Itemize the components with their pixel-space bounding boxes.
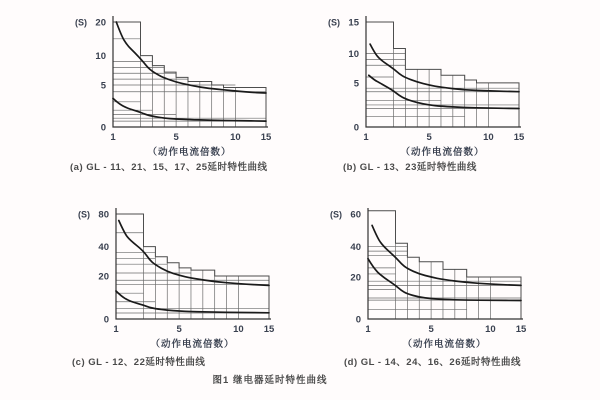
x-tick-label: 1 <box>110 132 116 143</box>
axes <box>366 16 521 127</box>
y-tick-label: 0 <box>103 314 109 326</box>
step-envelope <box>368 211 521 319</box>
x-axis-title: （动作电流倍数） <box>147 147 232 156</box>
step-envelope <box>366 22 519 127</box>
chart-d <box>313 202 543 348</box>
y-tick-label: 60 <box>350 209 361 221</box>
chart-d-plot <box>313 202 543 348</box>
y-axis-unit-label: (S) <box>330 209 342 220</box>
y-axis-unit-label: (S) <box>75 17 87 28</box>
x-tick-label: 1 <box>365 324 371 335</box>
y-tick-label: 40 <box>98 242 109 254</box>
x-tick-label: 15 <box>260 132 272 143</box>
y-tick-label: 15 <box>348 17 359 29</box>
x-tick-label: 5 <box>426 132 432 143</box>
x-tick-label: 10 <box>233 324 244 335</box>
curve-upper <box>116 22 266 93</box>
x-tick-label: 10 <box>483 132 494 143</box>
y-axis-unit-label: (S) <box>78 209 90 220</box>
y-tick-label: 20 <box>98 271 109 283</box>
y-tick-label: 5 <box>100 80 106 92</box>
chart-c-plot <box>61 202 291 348</box>
chart-a <box>58 10 288 156</box>
x-tick-label: 15 <box>513 132 525 143</box>
y-tick-label: 10 <box>348 49 359 60</box>
axes <box>116 208 271 319</box>
chart-a-plot <box>58 10 288 156</box>
x-axis-title: （动作电流倍数） <box>402 339 487 348</box>
x-tick-label: 10 <box>485 324 496 335</box>
y-tick-label: 5 <box>353 78 359 90</box>
x-tick-label: 1 <box>113 324 119 335</box>
y-axis-unit-label: (S) <box>328 17 340 28</box>
figure-caption: 图1 继电器延时特性曲线 <box>212 375 328 386</box>
x-tick-label: 1 <box>363 132 369 143</box>
curve-upper <box>372 225 521 285</box>
y-tick-label: 10 <box>95 51 106 63</box>
axes <box>368 208 523 319</box>
grid-lines <box>368 211 521 319</box>
y-tick-label: 20 <box>95 17 106 29</box>
x-axis-title: （动作电流倍数） <box>150 339 235 348</box>
chart-b-plot <box>311 10 541 156</box>
x-tick-label: 5 <box>428 324 434 335</box>
chart-c-caption: (c) GL - 12、22延时特性曲线 <box>72 357 206 368</box>
x-tick-label: 5 <box>176 324 182 335</box>
x-tick-label: 15 <box>515 324 527 335</box>
y-tick-label: 40 <box>350 242 361 254</box>
y-tick-label: 0 <box>100 122 106 134</box>
y-tick-label: 0 <box>353 122 359 134</box>
y-tick-label: 80 <box>98 209 109 221</box>
x-tick-label: 5 <box>173 132 179 143</box>
y-tick-label: 0 <box>355 314 361 326</box>
chart-b-caption: (b) GL - 13、23延时特性曲线 <box>343 162 477 173</box>
tick-labels <box>98 210 275 336</box>
y-tick-label: 20 <box>350 272 361 284</box>
chart-a-caption: (a) GL - 11、21、15、17、25延时特性曲线 <box>70 162 268 173</box>
x-tick-label: 10 <box>230 132 241 143</box>
x-axis-title: （动作电流倍数） <box>400 147 485 156</box>
chart-b <box>311 10 541 156</box>
grid-lines <box>366 22 519 127</box>
chart-c <box>61 202 291 348</box>
curve-upper <box>370 44 519 92</box>
chart-d-caption: (d) GL - 14、24、16、26延时特性曲线 <box>344 357 522 368</box>
x-tick-label: 15 <box>263 324 275 335</box>
